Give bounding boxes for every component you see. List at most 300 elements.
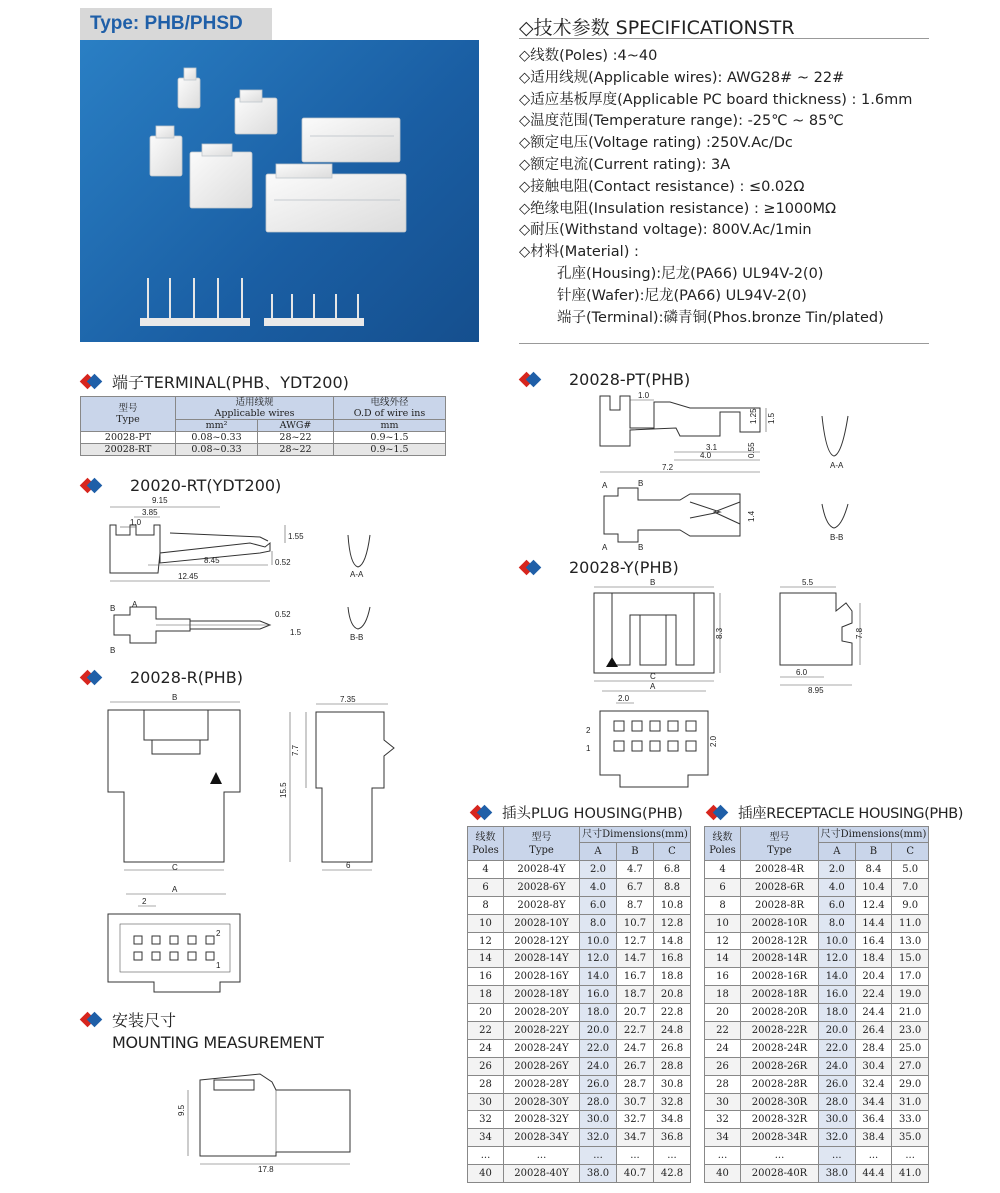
table-row bbox=[468, 896, 691, 914]
table-row bbox=[468, 968, 691, 986]
table-cell: 20028-28R bbox=[741, 1075, 819, 1093]
table-row bbox=[468, 1147, 691, 1165]
dim-label: 1 bbox=[216, 961, 221, 970]
table-cell: 12 bbox=[468, 932, 504, 950]
dim-label: 1.0 bbox=[130, 518, 142, 527]
section-rt bbox=[80, 476, 281, 495]
plug-table bbox=[467, 826, 691, 1183]
table-cell: 15.0 bbox=[892, 950, 929, 968]
dim-label: 1.0 bbox=[638, 391, 650, 400]
dim-label: 9.5 bbox=[177, 1104, 186, 1116]
th-od: 电线外径 O.D of wire ins bbox=[334, 397, 446, 420]
table-cell: 21.0 bbox=[892, 1004, 929, 1022]
table-row bbox=[468, 1057, 691, 1075]
table-row bbox=[468, 1129, 691, 1147]
table-cell: 20 bbox=[705, 1004, 741, 1022]
table-cell: 20028-34R bbox=[741, 1129, 819, 1147]
table-cell: 7.0 bbox=[892, 878, 929, 896]
table-cell: ... bbox=[855, 1147, 892, 1165]
spec-item: ◇耐压(Withstand voltage): 800V.Ac/1min bbox=[519, 222, 812, 239]
table-cell: ... bbox=[653, 1147, 690, 1165]
table-cell: 26 bbox=[468, 1057, 504, 1075]
table-row: 20028-PT 0.08~0.33 28~22 0.9~1.5 bbox=[81, 432, 446, 444]
dim-label: 0.52 bbox=[275, 610, 291, 619]
diamond-icon bbox=[706, 806, 732, 820]
table-cell: 34.4 bbox=[855, 1093, 892, 1111]
table-row bbox=[468, 1004, 691, 1022]
table-cell: 6.8 bbox=[653, 861, 690, 879]
dim-label: A-A bbox=[830, 461, 844, 470]
table-row bbox=[468, 950, 691, 968]
table-cell: 8 bbox=[705, 896, 741, 914]
table-cell: 30.8 bbox=[653, 1075, 690, 1093]
table-cell: ... bbox=[616, 1147, 653, 1165]
dim-label: 6.0 bbox=[796, 668, 808, 677]
table-cell: 26.7 bbox=[616, 1057, 653, 1075]
table-cell: 30.0 bbox=[819, 1111, 856, 1129]
section-plug bbox=[470, 802, 683, 823]
table-cell: 34 bbox=[705, 1129, 741, 1147]
table-row bbox=[705, 1004, 929, 1022]
spec-item: ◇额定电流(Current rating): 3A bbox=[519, 156, 731, 173]
dim-label: 0.52 bbox=[275, 558, 291, 567]
table-row bbox=[468, 986, 691, 1004]
dim-label: 1.5 bbox=[290, 628, 302, 637]
r-drawing bbox=[100, 692, 400, 1002]
table-row bbox=[705, 950, 929, 968]
diamond-icon bbox=[80, 1013, 106, 1027]
dim-label: 1.4 bbox=[747, 510, 756, 522]
table-cell: 20028-14Y bbox=[504, 950, 580, 968]
table-cell: 14.0 bbox=[819, 968, 856, 986]
table-cell: 18.0 bbox=[819, 1004, 856, 1022]
table-cell: 20028-26Y bbox=[504, 1057, 580, 1075]
table-row bbox=[705, 986, 929, 1004]
table-cell: 42.8 bbox=[653, 1165, 690, 1183]
dim-label: 8.45 bbox=[204, 556, 220, 565]
table-cell: 6 bbox=[468, 878, 504, 896]
dim-label: 6 bbox=[346, 861, 351, 870]
section-pt-title: 20028-PT(PHB) bbox=[569, 370, 691, 389]
table-row bbox=[705, 1093, 929, 1111]
section-receptacle-title: 插座RECEPTACLE HOUSING(PHB) bbox=[738, 806, 964, 822]
table-cell: 16.7 bbox=[616, 968, 653, 986]
table-cell: 32.0 bbox=[819, 1129, 856, 1147]
table-cell: 30.0 bbox=[580, 1111, 617, 1129]
spec-item: ◇绝缘电阻(Insulation resistance) : ≥1000MΩ bbox=[519, 200, 837, 217]
table-cell: 36.4 bbox=[855, 1111, 892, 1129]
receptacle-table bbox=[704, 826, 929, 1183]
table-cell: 20028-18R bbox=[741, 986, 819, 1004]
table-cell: 28.0 bbox=[580, 1093, 617, 1111]
table-cell: 4.7 bbox=[616, 861, 653, 879]
th-c: C bbox=[653, 843, 690, 861]
dim-label: 15.5 bbox=[279, 782, 288, 798]
table-cell: 12.0 bbox=[819, 950, 856, 968]
dim-label: 9.15 bbox=[152, 496, 168, 505]
table-cell: 32.7 bbox=[616, 1111, 653, 1129]
table-cell: 6.0 bbox=[819, 896, 856, 914]
table-cell: 20028-16Y bbox=[504, 968, 580, 986]
table-row bbox=[705, 1039, 929, 1057]
table-cell: 18.4 bbox=[855, 950, 892, 968]
table-cell: 9.0 bbox=[892, 896, 929, 914]
table-cell: 20028-22Y bbox=[504, 1022, 580, 1040]
section-mount bbox=[80, 1008, 176, 1031]
table-cell: 8 bbox=[468, 896, 504, 914]
pt-drawing bbox=[590, 388, 880, 553]
section-y-title: 20028-Y(PHB) bbox=[569, 558, 679, 577]
dim-label: 5.5 bbox=[802, 578, 814, 587]
mount-drawing bbox=[160, 1060, 370, 1180]
table-cell: 16.4 bbox=[855, 932, 892, 950]
table-row bbox=[705, 1165, 929, 1183]
th-a: A bbox=[819, 843, 856, 861]
spec-list bbox=[519, 46, 912, 329]
section-r bbox=[80, 668, 243, 687]
table-cell: 24.7 bbox=[616, 1039, 653, 1057]
table-cell: 10.8 bbox=[653, 896, 690, 914]
table-cell: 12.7 bbox=[616, 932, 653, 950]
table-cell: 26.4 bbox=[855, 1022, 892, 1040]
table-cell: 28 bbox=[468, 1075, 504, 1093]
table-cell: 38.0 bbox=[819, 1165, 856, 1183]
table-cell: 20.8 bbox=[653, 986, 690, 1004]
type-label: Type: PHB/PHSD bbox=[80, 8, 272, 40]
table-cell: 30 bbox=[705, 1093, 741, 1111]
section-receptacle bbox=[706, 802, 963, 823]
table-cell: 22 bbox=[705, 1022, 741, 1040]
table-cell: 11.0 bbox=[892, 914, 929, 932]
table-cell: 34.8 bbox=[653, 1111, 690, 1129]
section-rt-title: 20020-RT(YDT200) bbox=[130, 476, 282, 495]
table-cell: 40 bbox=[468, 1165, 504, 1183]
th-dims: 尺寸Dimensions(mm) bbox=[819, 827, 929, 843]
table-cell: 20028-4Y bbox=[504, 861, 580, 879]
dim-label: B bbox=[638, 543, 644, 552]
dim-label: B-B bbox=[350, 633, 364, 642]
table-cell: 22.4 bbox=[855, 986, 892, 1004]
table-cell: 20028-40R bbox=[741, 1165, 819, 1183]
table-cell: 8.7 bbox=[616, 896, 653, 914]
section-terminal-title: 端子TERMINAL(PHB、YDT200) bbox=[112, 373, 349, 392]
table-cell: 20028-24R bbox=[741, 1039, 819, 1057]
table-row bbox=[468, 1039, 691, 1057]
table-cell: 26 bbox=[705, 1057, 741, 1075]
table-cell: 18.7 bbox=[616, 986, 653, 1004]
table-cell: 41.0 bbox=[892, 1165, 929, 1183]
table-cell: 10 bbox=[468, 914, 504, 932]
section-terminal bbox=[80, 370, 349, 393]
table-cell: 17.0 bbox=[892, 968, 929, 986]
table-row bbox=[705, 914, 929, 932]
diamond-icon bbox=[519, 373, 545, 387]
table-row bbox=[468, 878, 691, 896]
th-b: B bbox=[855, 843, 892, 861]
table-cell: 24.0 bbox=[580, 1057, 617, 1075]
product-illustration bbox=[80, 40, 479, 342]
table-cell: 14.7 bbox=[616, 950, 653, 968]
dim-label: 8.3 bbox=[715, 627, 724, 639]
section-plug-title: 插头PLUG HOUSING(PHB) bbox=[502, 806, 683, 822]
dim-label: 0.55 bbox=[747, 442, 756, 458]
table-row bbox=[705, 1057, 929, 1075]
dim-label: 12.45 bbox=[178, 572, 199, 581]
th-b: B bbox=[616, 843, 653, 861]
table-cell: 20028-12R bbox=[741, 932, 819, 950]
th-type: 型号 Type bbox=[504, 827, 580, 861]
table-cell: 20028-10R bbox=[741, 914, 819, 932]
table-cell: 10.4 bbox=[855, 878, 892, 896]
table-cell: 40.7 bbox=[616, 1165, 653, 1183]
table-cell: ... bbox=[892, 1147, 929, 1165]
table-cell: 31.0 bbox=[892, 1093, 929, 1111]
table-cell: ... bbox=[468, 1147, 504, 1165]
table-cell: 32 bbox=[705, 1111, 741, 1129]
table-cell: 6 bbox=[705, 878, 741, 896]
table-cell: 20.7 bbox=[616, 1004, 653, 1022]
table-cell: 14 bbox=[705, 950, 741, 968]
th-wires: 适用线规 Applicable wires bbox=[176, 397, 334, 420]
section-r-title: 20028-R(PHB) bbox=[130, 668, 243, 687]
table-cell: 10.0 bbox=[819, 932, 856, 950]
table-row bbox=[468, 1165, 691, 1183]
dim-label: A bbox=[650, 682, 656, 691]
dim-label: B-B bbox=[830, 533, 844, 542]
dim-label: 1.55 bbox=[288, 532, 304, 541]
section-mount-title: 安装尺寸 bbox=[112, 1011, 177, 1030]
table-row bbox=[705, 1147, 929, 1165]
table-cell: 29.0 bbox=[892, 1075, 929, 1093]
dim-label: B bbox=[172, 693, 178, 702]
table-cell: 20028-30R bbox=[741, 1093, 819, 1111]
dim-label: 2 bbox=[142, 897, 147, 906]
table-cell: 22.7 bbox=[616, 1022, 653, 1040]
table-cell: 28 bbox=[705, 1075, 741, 1093]
dim-label: 2 bbox=[586, 726, 591, 735]
table-cell: 10.0 bbox=[580, 932, 617, 950]
y-drawing bbox=[580, 575, 890, 800]
table-cell: 4.0 bbox=[819, 878, 856, 896]
dim-label: 7.2 bbox=[662, 463, 674, 472]
table-cell: 34 bbox=[468, 1129, 504, 1147]
dim-label: 2.0 bbox=[709, 735, 718, 747]
table-cell: 22.8 bbox=[653, 1004, 690, 1022]
table-cell: 2.0 bbox=[580, 861, 617, 879]
table-cell: 8.0 bbox=[819, 914, 856, 932]
table-cell: ... bbox=[741, 1147, 819, 1165]
table-cell: 20028-32Y bbox=[504, 1111, 580, 1129]
table-cell: 38.4 bbox=[855, 1129, 892, 1147]
mount-subtitle: MOUNTING MEASUREMENT bbox=[112, 1033, 324, 1052]
spec-item: ◇线数(Poles) :4~40 bbox=[519, 48, 658, 64]
table-cell: 32.4 bbox=[855, 1075, 892, 1093]
th-a: A bbox=[580, 843, 617, 861]
dim-label: 3.1 bbox=[706, 443, 718, 452]
table-cell: 10.7 bbox=[616, 914, 653, 932]
table-row: 20028-RT 0.08~0.33 28~22 0.9~1.5 bbox=[81, 444, 446, 456]
table-cell: 20028-22R bbox=[741, 1022, 819, 1040]
dim-label: A bbox=[172, 885, 178, 894]
table-row bbox=[705, 1022, 929, 1040]
table-row bbox=[468, 1111, 691, 1129]
th-mm: mm bbox=[334, 420, 446, 432]
dim-label: B bbox=[110, 604, 116, 613]
table-cell: ... bbox=[705, 1147, 741, 1165]
dim-label: B bbox=[110, 646, 116, 655]
dim-label: A bbox=[132, 600, 138, 609]
spec-item: ◇适应基板厚度(Applicable PC board thickness) : 1.6mm bbox=[519, 91, 913, 108]
table-cell: 10 bbox=[705, 914, 741, 932]
table-cell: 5.0 bbox=[892, 861, 929, 879]
table-cell: 16.0 bbox=[580, 986, 617, 1004]
table-cell: 24.0 bbox=[819, 1057, 856, 1075]
table-cell: 6.0 bbox=[580, 896, 617, 914]
terminal-table bbox=[80, 396, 446, 456]
table-cell: 13.0 bbox=[892, 932, 929, 950]
table-cell: 20028-24Y bbox=[504, 1039, 580, 1057]
table-cell: 24.4 bbox=[855, 1004, 892, 1022]
table-row bbox=[468, 914, 691, 932]
table-cell: 16.0 bbox=[819, 986, 856, 1004]
th-awg: AWG# bbox=[258, 420, 334, 432]
table-cell: 20.0 bbox=[819, 1022, 856, 1040]
table-row bbox=[705, 1129, 929, 1147]
table-cell: 32.8 bbox=[653, 1093, 690, 1111]
table-cell: 20 bbox=[468, 1004, 504, 1022]
table-cell: 20028-14R bbox=[741, 950, 819, 968]
dim-label: 8.95 bbox=[808, 686, 824, 695]
table-cell: 24 bbox=[705, 1039, 741, 1057]
product-photo bbox=[80, 40, 479, 342]
table-row bbox=[468, 932, 691, 950]
dim-label: A bbox=[602, 481, 608, 490]
table-cell: 28.8 bbox=[653, 1057, 690, 1075]
dim-label: 2 bbox=[216, 929, 221, 938]
table-row bbox=[705, 968, 929, 986]
table-cell: 20028-28Y bbox=[504, 1075, 580, 1093]
spec-material: 孔座(Housing):尼龙(PA66) UL94V-2(0) bbox=[557, 265, 824, 282]
diamond-icon bbox=[80, 479, 106, 493]
dim-label: B bbox=[638, 479, 644, 488]
table-cell: 12 bbox=[705, 932, 741, 950]
spec-item: ◇适用线规(Applicable wires): AWG28# ~ 22# bbox=[519, 69, 845, 86]
dim-label: 7.8 bbox=[855, 627, 864, 639]
table-cell: 12.0 bbox=[580, 950, 617, 968]
th-type: 型号 Type bbox=[741, 827, 819, 861]
table-row bbox=[705, 932, 929, 950]
th-type: 型号 Type bbox=[81, 397, 176, 432]
spec-item: ◇温度范围(Temperature range): -25℃ ~ 85℃ bbox=[519, 113, 844, 130]
table-cell: 6.7 bbox=[616, 878, 653, 896]
table-cell: 8.0 bbox=[580, 914, 617, 932]
table-cell: 28.0 bbox=[819, 1093, 856, 1111]
table-cell: 20028-34Y bbox=[504, 1129, 580, 1147]
table-cell: 14.8 bbox=[653, 932, 690, 950]
table-cell: 14.0 bbox=[580, 968, 617, 986]
table-cell: 32 bbox=[468, 1111, 504, 1129]
diamond-icon bbox=[80, 671, 106, 685]
table-cell: ... bbox=[580, 1147, 617, 1165]
table-cell: 24 bbox=[468, 1039, 504, 1057]
dim-label: 1 bbox=[586, 744, 591, 753]
table-row bbox=[705, 896, 929, 914]
table-cell: 27.0 bbox=[892, 1057, 929, 1075]
table-cell: 18.8 bbox=[653, 968, 690, 986]
th-c: C bbox=[892, 843, 929, 861]
dim-label: A-A bbox=[350, 570, 364, 579]
th-mm2: mm² bbox=[176, 420, 258, 432]
table-row bbox=[468, 1075, 691, 1093]
spec-material: 端子(Terminal):磷青铜(Phos.bronze Tin/plated) bbox=[557, 309, 884, 326]
table-cell: 20028-8R bbox=[741, 896, 819, 914]
table-cell: 20028-12Y bbox=[504, 932, 580, 950]
table-cell: 20028-6R bbox=[741, 878, 819, 896]
table-cell: ... bbox=[504, 1147, 580, 1165]
th-poles: 线数 Poles bbox=[468, 827, 504, 861]
dim-label: 7.7 bbox=[291, 744, 300, 756]
table-cell: 12.8 bbox=[653, 914, 690, 932]
dim-label: 1.25 bbox=[749, 408, 758, 424]
table-cell: ... bbox=[819, 1147, 856, 1165]
table-cell: 18.0 bbox=[580, 1004, 617, 1022]
dim-label: C bbox=[650, 672, 656, 681]
table-cell: 20028-26R bbox=[741, 1057, 819, 1075]
section-pt bbox=[519, 370, 690, 389]
table-cell: 22 bbox=[468, 1022, 504, 1040]
table-cell: 20.0 bbox=[580, 1022, 617, 1040]
spec-divider-bottom bbox=[519, 343, 929, 344]
table-cell: 4.0 bbox=[580, 878, 617, 896]
table-cell: 22.0 bbox=[819, 1039, 856, 1057]
table-cell: 40 bbox=[705, 1165, 741, 1183]
table-row bbox=[705, 1111, 929, 1129]
table-cell: 20028-10Y bbox=[504, 914, 580, 932]
table-cell: 20028-40Y bbox=[504, 1165, 580, 1183]
spec-material: 针座(Wafer):尼龙(PA66) UL94V-2(0) bbox=[557, 287, 807, 304]
table-cell: 25.0 bbox=[892, 1039, 929, 1057]
dim-label: 7.35 bbox=[340, 695, 356, 704]
spec-item: ◇额定电压(Voltage rating) :250V.Ac/Dc bbox=[519, 135, 793, 152]
th-poles: 线数 Poles bbox=[705, 827, 741, 861]
table-cell: 23.0 bbox=[892, 1022, 929, 1040]
table-cell: 4 bbox=[468, 861, 504, 879]
dim-label: 1.5 bbox=[767, 412, 776, 424]
table-cell: 30.4 bbox=[855, 1057, 892, 1075]
dim-label: C bbox=[172, 863, 178, 872]
table-cell: 24.8 bbox=[653, 1022, 690, 1040]
table-row bbox=[705, 1075, 929, 1093]
table-cell: 30.7 bbox=[616, 1093, 653, 1111]
spec-item: ◇材料(Material) : bbox=[519, 244, 639, 261]
table-cell: 26.0 bbox=[580, 1075, 617, 1093]
table-cell: 20.4 bbox=[855, 968, 892, 986]
dim-label: 2.0 bbox=[618, 694, 630, 703]
table-row bbox=[468, 861, 691, 879]
table-cell: 38.0 bbox=[580, 1165, 617, 1183]
dim-label: 3.85 bbox=[142, 508, 158, 517]
table-cell: 8.4 bbox=[855, 861, 892, 879]
table-cell: 20028-20Y bbox=[504, 1004, 580, 1022]
table-cell: 26.8 bbox=[653, 1039, 690, 1057]
table-cell: 4 bbox=[705, 861, 741, 879]
table-cell: 20028-18Y bbox=[504, 986, 580, 1004]
dim-label: A bbox=[602, 543, 608, 552]
table-row bbox=[705, 878, 929, 896]
table-cell: 16.8 bbox=[653, 950, 690, 968]
spec-divider-top bbox=[519, 38, 929, 39]
table-cell: 44.4 bbox=[855, 1165, 892, 1183]
